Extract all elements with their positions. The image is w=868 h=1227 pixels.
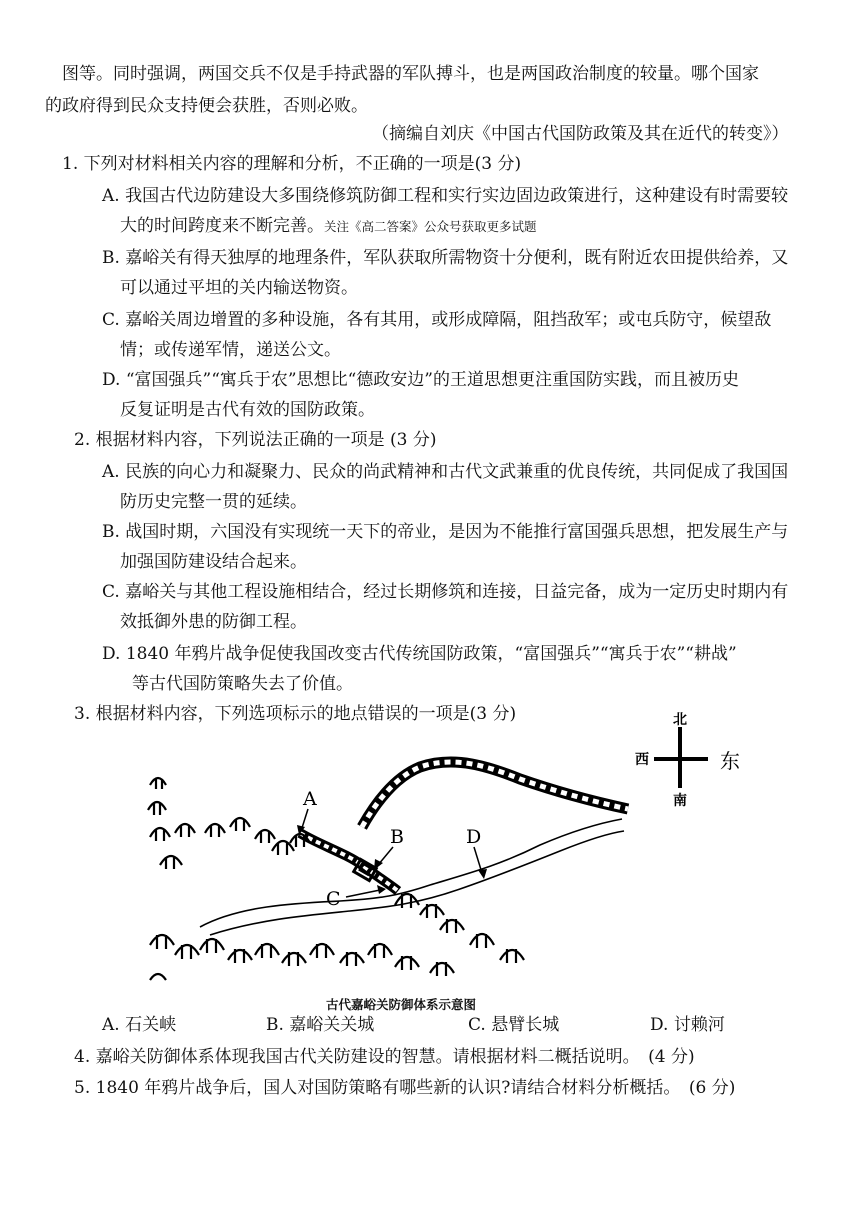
q2-option-a-line2: 防历史完整一贯的延续。 [120, 492, 307, 512]
q3-option-a: A. 石关峡 [102, 1015, 177, 1035]
passage-line-1: 图等。同时强调，两国交兵不仅是手持武器的军队搏斗，也是两国政治制度的较量。哪个国家 [62, 64, 759, 84]
question-5-stem: 5. 1840 年鸦片战争后，国人对国防策略有哪些新的认识?请结合材料分析概括。 (6 分) [74, 1078, 736, 1098]
map-label-d: D [466, 826, 482, 848]
compass-west: 西 [635, 752, 649, 768]
q2-option-b-line1: B. 战国时期，六国没有实现统一天下的帝业，是因为不能推行富国强兵思想，把发展生产与 [102, 522, 789, 542]
question-2-stem: 2. 根据材料内容，下列说法正确的一项是 (3 分) [74, 430, 437, 450]
q3-option-c: C. 悬臂长城 [468, 1015, 560, 1035]
q2-option-b-line2: 加强国防建设结合起来。 [120, 552, 307, 572]
question-4-stem: 4. 嘉峪关防御体系体现我国古代关防建设的智慧。请根据材料二概括说明。 (4 分) [74, 1047, 695, 1067]
compass-east: 东 [720, 749, 740, 773]
q1-option-a-line2 [120, 214, 537, 239]
q2-option-c-line2: 效抵御外患的防御工程。 [120, 612, 307, 632]
q1-option-d-line2: 反复证明是古代有效的国防政策。 [120, 400, 375, 420]
map-label-c: C [326, 888, 341, 910]
q1-option-b-line1: B. 嘉峪关有得天独厚的地理条件，军队获取所需物资十分便利，既有附近农田提供给养，又 [102, 248, 789, 268]
jiayuguan-defense-map [0, 705, 868, 1005]
map-label-a: A [303, 788, 317, 810]
q1-option-c-line2: 情；或传递军情，递送公文。 [120, 340, 341, 360]
q2-option-d-line1: D. 1840 年鸦片战争促使我国改变古代传统国防政策，“富国强兵”“寓兵于农”“耕战” [102, 644, 737, 664]
q2-option-c-line1: C. 嘉峪关与其他工程设施相结合，经过长期修筑和连接，日益完备，成为一定历史时期内有 [102, 582, 789, 602]
passage-source: （摘编自刘庆《中国古代国防政策及其在近代的转变》） [372, 124, 789, 144]
river [200, 819, 624, 935]
q2-option-a-line1: A. 民族的向心力和凝聚力、民众的尚武精神和古代文武兼重的优良传统，共同促成了我国国 [102, 462, 789, 482]
great-wall-segment-west [300, 833, 398, 891]
q1-option-a-text: 大的时间跨度来不断完善。 [120, 216, 324, 236]
question-1-stem: 1. 下列对材料相关内容的理解和分析，不正确的一项是(3 分) [62, 154, 522, 174]
compass-rose [635, 712, 740, 809]
q1-option-a-line1: A. 我国古代边防建设大多围绕修筑防御工程和实行实边固边政策进行，这种建设有时需要较 [102, 186, 789, 206]
mountains-west [148, 778, 310, 869]
q1-option-c-line1: C. 嘉峪关周边增置的多种设施，各有其用，或形成障隔，阻挡敌军；或屯兵防守，候望敌 [102, 310, 772, 330]
q1-option-b-line2: 可以通过平坦的关内输送物资。 [120, 278, 358, 298]
map-label-b: B [390, 826, 404, 848]
compass-south: 南 [673, 793, 687, 809]
question-3-stem: 3. 根据材料内容，下列选项标示的地点错误的一项是(3 分) [74, 704, 517, 724]
map-caption: 古代嘉峪关防御体系示意图 [326, 997, 477, 1012]
q1-option-d-line1: D. “富国强兵”“寓兵于农”思想比“德政安边”的王道思想更注重国防实践，而且被历史 [102, 370, 739, 390]
great-wall-segment-main [362, 762, 628, 827]
watermark-note: 关注《高二答案》公众号获取更多试题 [324, 219, 537, 234]
compass-north: 北 [673, 712, 687, 728]
q3-option-d: D. 讨赖河 [650, 1015, 725, 1035]
q2-option-d-line2: 等古代国防策略失去了价值。 [132, 674, 353, 694]
q3-option-b: B. 嘉峪关关城 [266, 1015, 375, 1035]
passage-line-2: 的政府得到民众支持便会获胜，否则必败。 [45, 96, 368, 116]
